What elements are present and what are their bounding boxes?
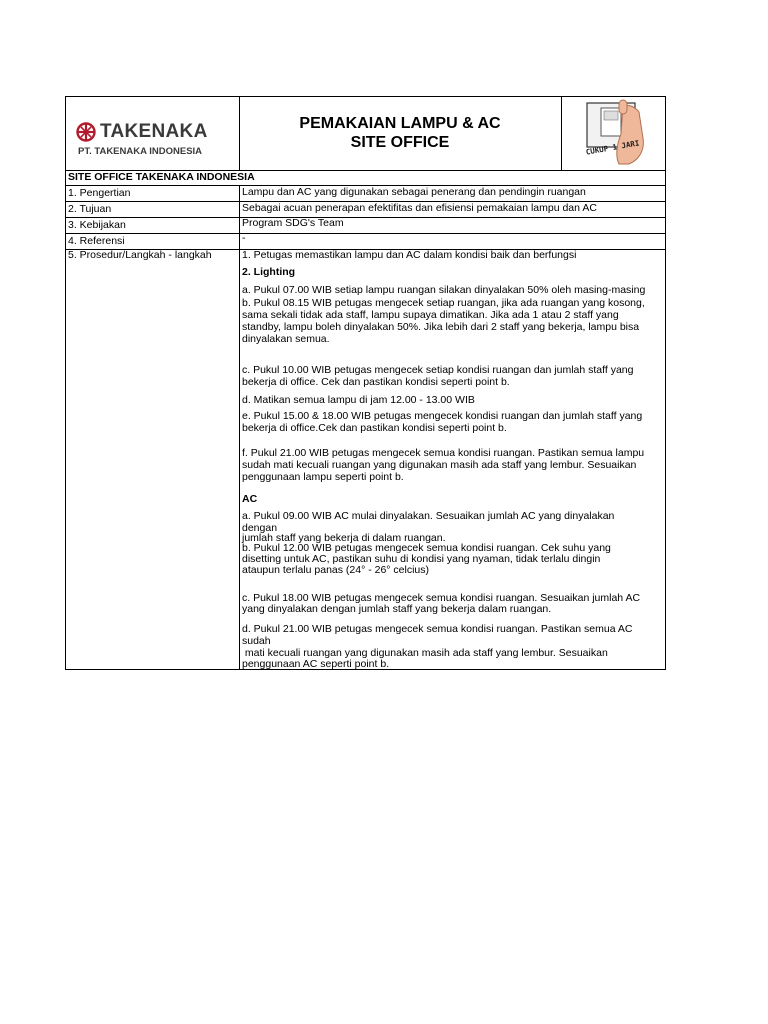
ac-d-line2: sudah (242, 635, 271, 647)
lighting-b-line1: b. Pukul 08.15 WIB petugas mengecek setiap ruangan, jika ada ruangan yang kosong, (242, 297, 645, 309)
row-value-referensi: - (242, 232, 246, 244)
row-line (65, 217, 666, 218)
row-label-referensi: 4. Referensi (68, 235, 125, 247)
lighting-f-line1: f. Pukul 21.00 WIB petugas mengecek semua kondisi ruangan. Pastikan semua lampu (242, 447, 645, 459)
lighting-f-line2: sudah mati kecuali ruangan yang digunakan masih ada staff yang lembur. Sesuaikan (242, 459, 637, 471)
switch-caption: CUKUP 1 JARI (585, 138, 641, 157)
company-logo (75, 121, 225, 161)
company-subtitle: PT. TAKENAKA INDONESIA (78, 146, 203, 157)
row-line (65, 233, 666, 234)
ac-c-line1: c. Pukul 18.00 WIB petugas mengecek semua kondisi ruangan. Sesuaikan jumlah AC (242, 592, 641, 604)
ac-a-line3: jumlah staff yang bekerja di dalam ruangan. (242, 532, 446, 544)
row-label-kebijakan: 3. Kebijakan (68, 219, 126, 231)
row-value-kebijakan: Program SDG's Team (242, 217, 344, 229)
lighting-e-line1: e. Pukul 15.00 & 18.00 WIB petugas mengecek kondisi ruangan dan jumlah staff yang (242, 410, 643, 422)
procedure-step1: 1. Petugas memastikan lampu dan AC dalam kondisi baik dan berfungsi (242, 249, 577, 261)
lighting-heading: 2. Lighting (242, 266, 296, 278)
row-value-pengertian: Lampu dan AC yang digunakan sebagai penerang dan pendingin ruangan (242, 186, 586, 198)
lighting-c-line2: bekerja di office. Cek dan pastikan kondisi seperti point b. (242, 376, 510, 388)
ac-b-line1: b. Pukul 12.00 WIB petugas mengecek semua kondisi ruangan. Cek suhu yang (242, 542, 611, 554)
lighting-c-line1: c. Pukul 10.00 WIB petugas mengecek setiap kondisi ruangan dan jumlah staff yang (242, 364, 634, 376)
finger-pressing-switch-icon (563, 98, 663, 168)
ac-a-line1: a. Pukul 09.00 WIB AC mulai dinyalakan. Sesuaikan jumlah AC yang dinyalakan (242, 510, 615, 522)
lighting-b-line2: sama sekali tidak ada staff, lampu supaya dimatikan. Jika ada 1 atau 2 staff yang (242, 309, 619, 321)
row-value-tujuan: Sebagai acuan penerapan efektifitas dan efisiensi pemakaian lampu dan AC (242, 202, 597, 214)
takenaka-emblem-icon (75, 121, 97, 143)
document-title-line2: SITE OFFICE (350, 134, 450, 151)
ac-b-line3: ataupun terlalu panas (24° - 26° celcius) (242, 564, 430, 576)
ac-b-line2: disetting untuk AC, pastikan suhu di kondisi yang nyaman, tidak terlalu dingin (242, 553, 601, 565)
row-label-pengertian: 1. Pengertian (68, 187, 131, 199)
document-form (65, 96, 666, 670)
lighting-b-line4: dinyalakan semua. (242, 333, 330, 345)
lighting-f-line3: penggunaan lampu seperti point b. (242, 471, 404, 483)
switch-illustration (563, 98, 663, 168)
ac-c-line2: yang dinyalakan dengan jumlah staff yang bekerja dalam ruangan. (242, 603, 552, 615)
border-left (65, 96, 66, 670)
ac-heading: AC (242, 493, 258, 505)
ac-d-line1: d. Pukul 21.00 WIB petugas mengecek semua kondisi ruangan. Pastikan semua AC (242, 623, 633, 635)
section-title: SITE OFFICE TAKENAKA INDONESIA (68, 171, 255, 183)
logo-brand-text: TAKENAKA (100, 121, 208, 142)
border-right (665, 96, 666, 670)
lighting-b-line3: standby, lampu boleh dinyalakan 50%. Jika lebih dari 2 staff yang bekerja, lampu bisa (242, 321, 640, 333)
lighting-d: d. Matikan semua lampu di jam 12.00 - 13.00 WIB (242, 394, 475, 406)
label-column-divider (239, 185, 240, 670)
header-divider-right (561, 96, 562, 170)
row-label-tujuan: 2. Tujuan (68, 203, 112, 215)
lighting-a: a. Pukul 07.00 WIB setiap lampu ruangan silakan dinyalakan 50% oleh masing-masing (242, 284, 646, 296)
lighting-e-line2: bekerja di office.Cek dan pastikan kondisi seperti point b. (242, 422, 507, 434)
ac-d-line3: mati kecuali ruangan yang digunakan masih ada staff yang lembur. Sesuaikan (242, 647, 608, 659)
ac-d-line4: penggunaan AC seperti point b. (242, 658, 390, 670)
row-label-prosedur: 5. Prosedur/Langkah - langkah (68, 249, 212, 261)
ac-a-line2: dengan (242, 522, 278, 534)
document-title-line1: PEMAKAIAN LAMPU & AC (299, 115, 501, 132)
border-top (65, 96, 666, 97)
